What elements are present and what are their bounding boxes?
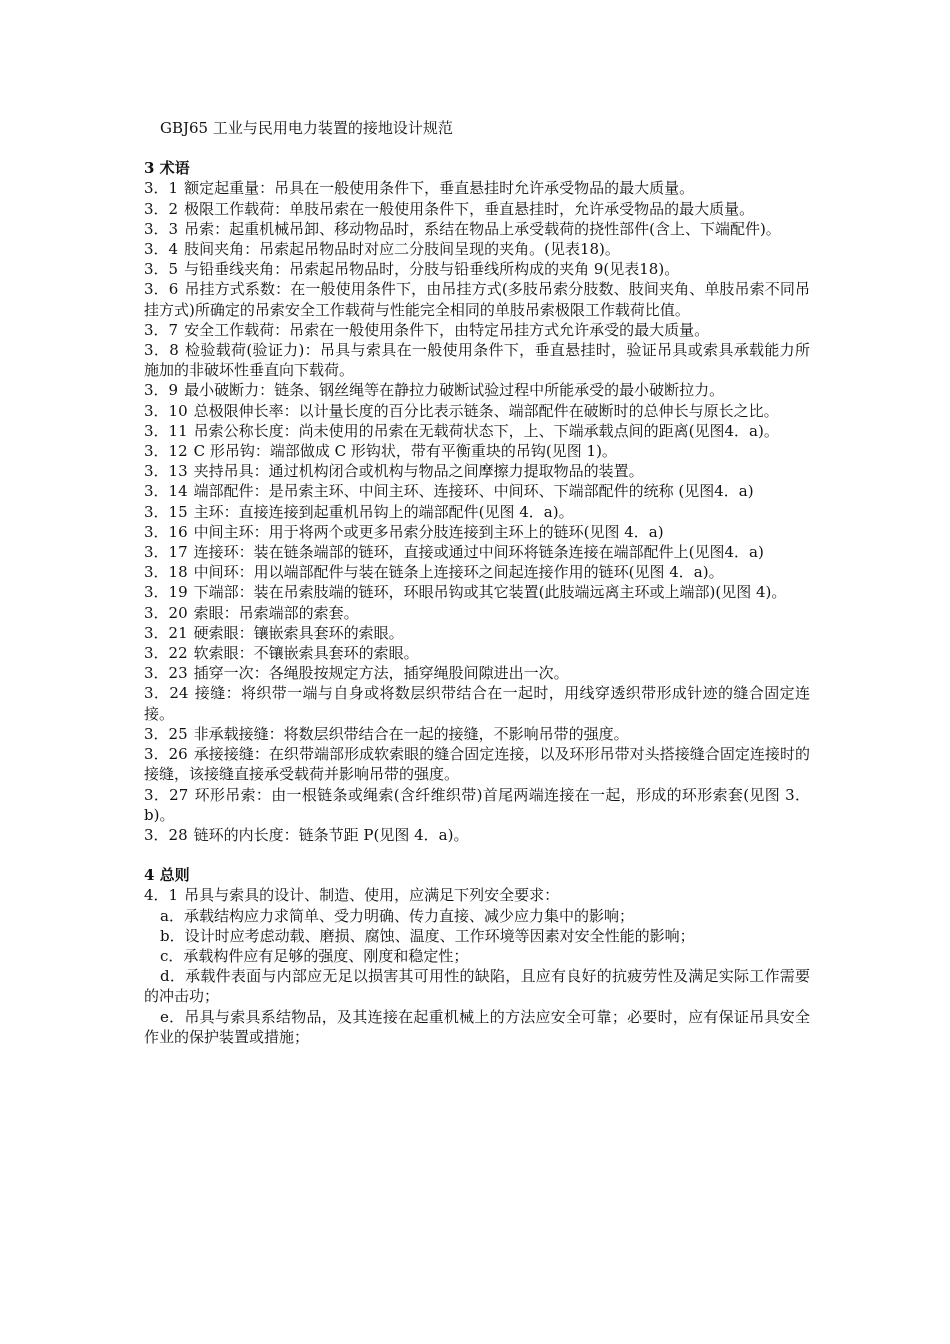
reference-standard: GBJ65 工业与民用电力装置的接地设计规范 bbox=[160, 119, 453, 137]
clause-number: 3．10 bbox=[144, 401, 188, 420]
clause-number: 3．12 bbox=[144, 442, 188, 461]
clause-item bbox=[144, 623, 810, 643]
clause-item bbox=[144, 643, 810, 663]
clause-text: 下端部：装在吊索肢端的链环，环眼吊钩或其它装置(此肢端远离主环或上端部)(见图 4)。 bbox=[193, 583, 787, 602]
clause-number: 3．7 bbox=[144, 320, 179, 339]
clause-number: 3．26 bbox=[144, 745, 188, 764]
document-page bbox=[144, 118, 810, 1047]
clause-text: 主环：直接连接到起重机吊钩上的端部配件(见图 4．a)。 bbox=[193, 502, 574, 521]
clause-text: 链环的内长度：链条节距 P(见图 4．a)。 bbox=[193, 825, 469, 844]
clause-item bbox=[144, 239, 810, 259]
clause-text: 中间主环：用于将两个或更多吊索分肢连接到主环上的链环(见图 4．a) bbox=[193, 522, 664, 541]
clause-text: 总极限伸长率：以计量长度的百分比表示链条、端部配件在破断时的总伸长与原长之比。 bbox=[193, 401, 779, 420]
clause-number: 3．3 bbox=[144, 219, 179, 238]
clause-number: 3．24 bbox=[144, 684, 189, 703]
clause-item bbox=[144, 481, 810, 501]
clause-number: 3．8 bbox=[144, 341, 179, 360]
clause-number: 3．20 bbox=[144, 603, 188, 622]
clause-item bbox=[144, 421, 810, 441]
clause-number: 3．4 bbox=[144, 240, 179, 259]
clause-text: 端部配件：是吊索主环、中间主环、连接环、中间环、下端部配件的统称 (见图4．a) bbox=[193, 482, 754, 501]
clause-text: 环形吊索：由一根链条或绳索(含纤维织带)首尾两端连接在一起，形成的环形索套(见图 3．b)。 bbox=[144, 785, 810, 824]
clause-number: 3．13 bbox=[144, 462, 188, 481]
clause-item bbox=[144, 522, 810, 542]
clause-item bbox=[144, 744, 810, 784]
requirement-item: d．承载件表面与内部应无足以损害其可用性的缺陷，且应有良好的抗疲劳性及满足实际工作需要的冲击功； bbox=[144, 967, 810, 1006]
section-3-heading: 3 术语 bbox=[144, 159, 190, 178]
clause-text: 连接环：装在链条端部的链环，直接或通过中间环将链条连接在端部配件上(见图4．a) bbox=[193, 543, 764, 562]
clause-number: 3．18 bbox=[144, 563, 188, 582]
clause-text: 吊具与索具的设计、制造、使用，应满足下列安全要求： bbox=[184, 886, 560, 905]
requirement-item: a．承载结构应力求简单、受力明确、传力直接、减少应力集中的影响； bbox=[160, 906, 634, 925]
requirement-item: c．承载构件应有足够的强度、刚度和稳定性； bbox=[160, 946, 469, 965]
clause-item bbox=[144, 502, 810, 522]
clause-text: 非承载接缝：将数层织带结合在一起的接缝，不影响吊带的强度。 bbox=[193, 724, 629, 743]
clause-item bbox=[144, 259, 810, 279]
clause-number: 3．2 bbox=[144, 199, 179, 218]
clause-text: 额定起重量：吊具在一般使用条件下，垂直悬挂时允许承受物品的最大质量。 bbox=[184, 179, 695, 198]
clause-number: 3．14 bbox=[144, 482, 188, 501]
clause-number: 3．22 bbox=[144, 644, 188, 663]
clause-number: 3．1 bbox=[144, 179, 179, 198]
clause-text: C 形吊钩：端部做成 C 形钩状，带有平衡重块的吊钩(见图 1)。 bbox=[193, 442, 617, 461]
clause-item bbox=[144, 380, 810, 400]
clause-item bbox=[144, 401, 810, 421]
clause-item bbox=[144, 603, 810, 623]
clause-item bbox=[144, 461, 810, 481]
clause-number: 3．28 bbox=[144, 825, 188, 844]
clause-item bbox=[144, 724, 810, 744]
clause-text: 插穿一次：各绳股按规定方法，插穿绳股间隙进出一次。 bbox=[193, 664, 569, 683]
clause-number: 3．6 bbox=[144, 280, 179, 299]
clause-text: 吊索：起重机械吊卸、移动物品时，系结在物品上承受载荷的挠性部件(含上、下端配件)。 bbox=[184, 219, 781, 238]
clause-number: 3．16 bbox=[144, 522, 188, 541]
clause-text: 安全工作载荷：吊索在一般使用条件下，由特定吊挂方式允许承受的最大质量。 bbox=[184, 320, 710, 339]
clause-number: 3．17 bbox=[144, 543, 188, 562]
clause-text: 检验载荷(验证力)：吊具与索具在一般使用条件下，垂直悬挂时，验证吊具或索具承载能力所施加的非破坏性垂直向下载荷。 bbox=[144, 341, 810, 380]
clause-number: 3．5 bbox=[144, 260, 179, 279]
clause-number: 3．25 bbox=[144, 724, 188, 743]
clause-number: 3．23 bbox=[144, 664, 188, 683]
clause-text: 中间环：用以端部配件与装在链条上连接环之间起连接作用的链环(见图 4．a)。 bbox=[193, 563, 724, 582]
clause-text: 索眼：吊索端部的索套。 bbox=[193, 603, 359, 622]
clause-text: 吊挂方式系数：在一般使用条件下，由吊挂方式(多肢吊索分肢数、肢间夹角、单肢吊索不同吊挂方式)所确定的吊索安全工作载荷与性能完全相同的单肢吊索极限工作载荷比值。 bbox=[144, 280, 811, 319]
clause-item bbox=[144, 320, 810, 340]
clause-number: 3．27 bbox=[144, 785, 189, 804]
requirement-item: b．设计时应考虑动载、磨损、腐蚀、温度、工作环境等因素对安全性能的影响； bbox=[160, 926, 695, 945]
section-4-heading: 4 总则 bbox=[144, 866, 190, 885]
section-3-list bbox=[144, 178, 810, 845]
clause-text: 硬索眼：镶嵌索具套环的索眼。 bbox=[193, 623, 404, 642]
clause-4-1 bbox=[144, 885, 810, 905]
clause-item bbox=[144, 785, 810, 825]
clause-number: 3．15 bbox=[144, 502, 188, 521]
requirement-item: e．吊具与索具系结物品，及其连接在起重机械上的方法应安全可靠；必要时，应有保证吊具安全作业的保护装置或措施； bbox=[144, 1007, 810, 1046]
clause-number: 4．1 bbox=[144, 886, 179, 905]
clause-text: 承接接缝：在织带端部形成软索眼的缝合固定连接，以及环形吊带对头搭接缝合固定连接时的接缝，该接缝直接承受载荷并影响吊带的强度。 bbox=[144, 745, 810, 784]
section-spacer bbox=[144, 845, 810, 865]
clause-text: 夹持吊具：通过机构闭合或机构与物品之间摩擦力提取物品的装置。 bbox=[193, 462, 644, 481]
clause-number: 3．11 bbox=[144, 421, 188, 440]
clause-item bbox=[144, 178, 810, 198]
clause-text: 软索眼：不镶嵌索具套环的索眼。 bbox=[193, 644, 419, 663]
clause-item bbox=[144, 562, 810, 582]
clause-item bbox=[144, 279, 810, 319]
clause-text: 极限工作载荷：单肢吊索在一般使用条件下，垂直悬挂时，允许承受物品的最大质量。 bbox=[184, 199, 755, 218]
clause-item bbox=[144, 825, 810, 845]
clause-number: 3．21 bbox=[144, 623, 188, 642]
section-4-subitems bbox=[144, 906, 810, 1047]
clause-item bbox=[144, 340, 810, 380]
clause-number: 3．9 bbox=[144, 381, 179, 400]
clause-item bbox=[144, 199, 810, 219]
clause-item bbox=[144, 219, 810, 239]
clause-item bbox=[144, 542, 810, 562]
clause-item bbox=[144, 441, 810, 461]
clause-text: 最小破断力：链条、钢丝绳等在静拉力破断试验过程中所能承受的最小破断拉力。 bbox=[184, 381, 725, 400]
clause-item bbox=[144, 582, 810, 602]
clause-item bbox=[144, 663, 810, 683]
clause-number: 3．19 bbox=[144, 583, 188, 602]
clause-text: 与铅垂线夹角：吊索起吊物品时，分肢与铅垂线所构成的夹角 9(见表18)。 bbox=[184, 260, 680, 279]
clause-text: 肢间夹角：吊索起吊物品时对应二分肢间呈现的夹角。(见表18)。 bbox=[184, 240, 620, 259]
clause-text: 接缝：将织带一端与自身或将数层织带结合在一起时，用线穿透织带形成针迹的缝合固定连接。 bbox=[144, 684, 810, 723]
clause-text: 吊索公称长度：尚未使用的吊索在无载荷状态下，上、下端承载点间的距离(见图4．a)。 bbox=[193, 421, 779, 440]
clause-item bbox=[144, 683, 810, 723]
